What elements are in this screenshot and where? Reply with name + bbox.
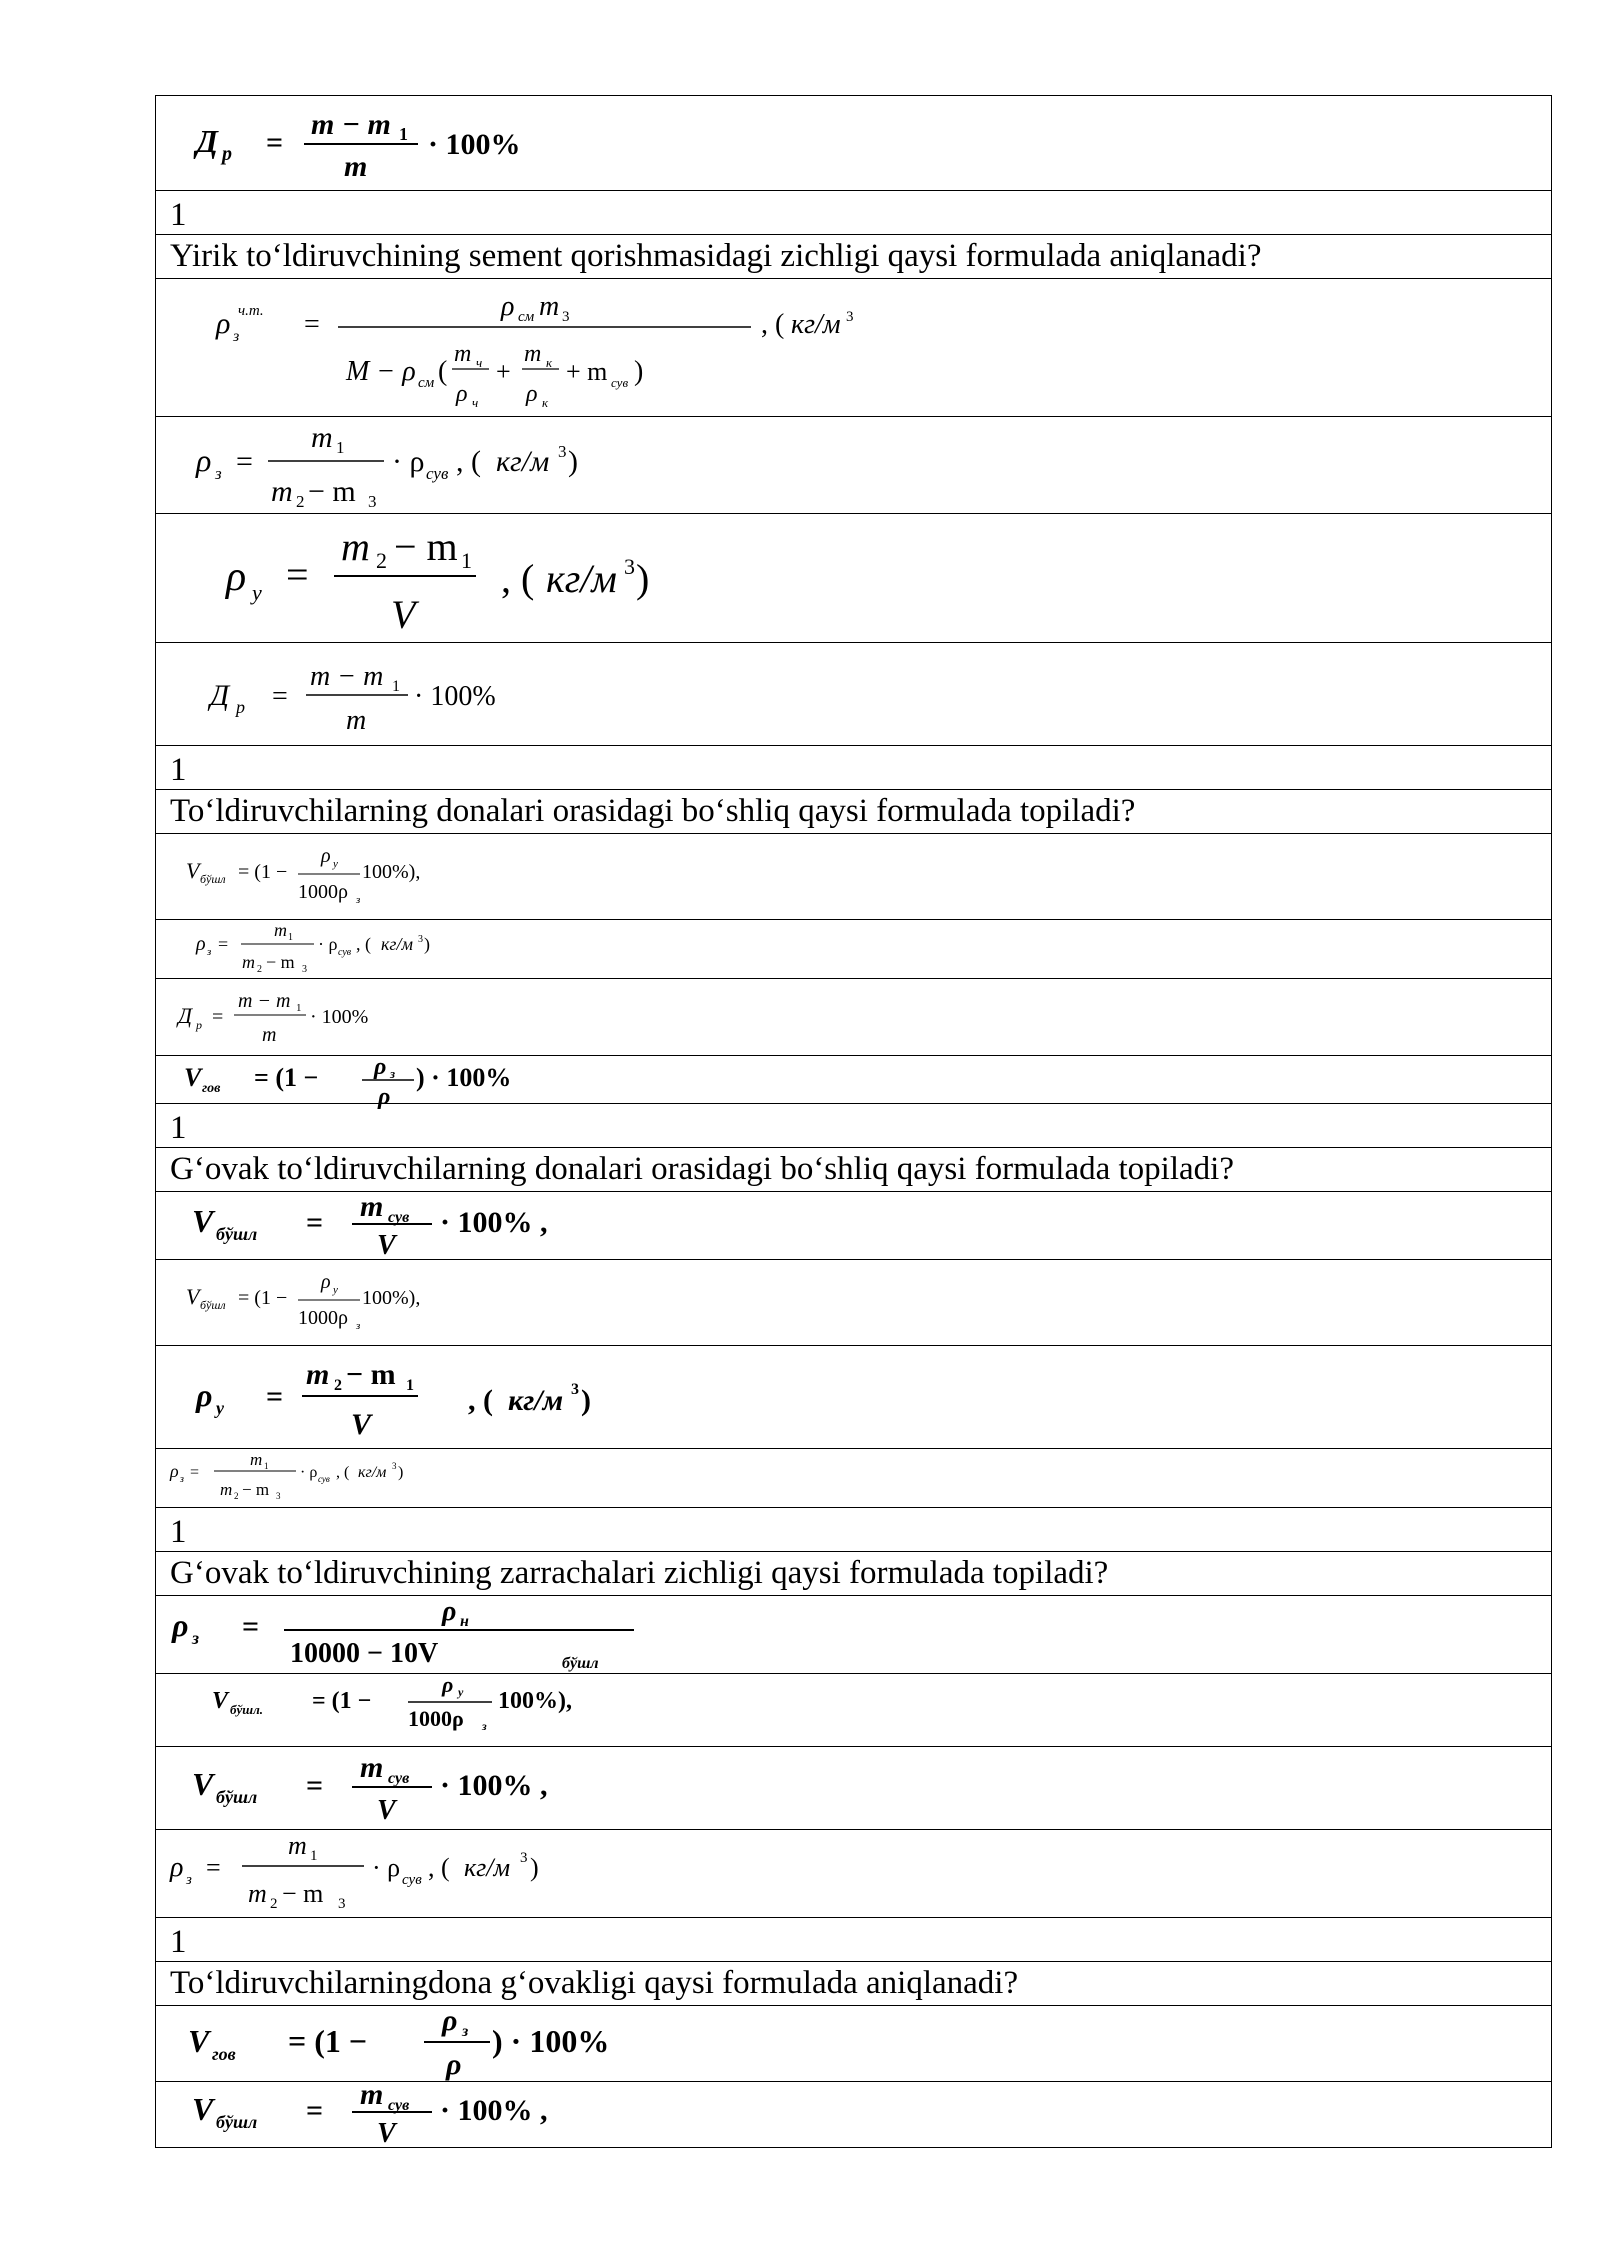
svg-text:− m: − m (282, 1879, 324, 1908)
formula-row (156, 1747, 1551, 1830)
svg-text:m − m: m − m (310, 661, 384, 692)
svg-text:V: V (391, 592, 416, 637)
question-text: To‘ldiruvchilarning donalari orasidagi bo‘shliq qaysi formulada topiladi? (170, 793, 1136, 829)
svg-text:m: m (524, 341, 542, 367)
svg-text:V: V (212, 1688, 229, 1714)
svg-text:3: 3 (418, 934, 423, 945)
svg-text:+: + (496, 357, 511, 386)
svg-text:бўшл: бўшл (200, 872, 226, 886)
formula-porosity-percent (178, 983, 478, 1053)
svg-text:к: к (542, 395, 549, 410)
svg-text:кг/м: кг/м (464, 1853, 511, 1882)
svg-text:1000ρ: 1000ρ (298, 881, 348, 903)
svg-text:сув: сув (318, 1474, 330, 1484)
svg-text:3: 3 (562, 309, 570, 325)
svg-text:m − m: m − m (238, 990, 291, 1012)
svg-text:m: m (346, 705, 367, 736)
svg-text:сув: сув (388, 1209, 410, 1226)
svg-text:з: з (207, 946, 212, 958)
svg-text:=: = (306, 1206, 324, 1239)
svg-text:ρ: ρ (226, 554, 247, 600)
svg-text:− m: − m (346, 1358, 396, 1391)
svg-text:ч: ч (472, 395, 479, 410)
svg-text:ρ: ρ (170, 1461, 179, 1481)
svg-text:сув: сув (388, 1770, 410, 1787)
svg-text:Д: Д (196, 123, 218, 159)
formula-grain-density (170, 1831, 630, 1916)
svg-text:= (1 −: = (1 − (254, 1063, 319, 1092)
answer-number: 1 (170, 1110, 187, 1146)
svg-text:m: m (274, 920, 287, 940)
svg-text:у: у (333, 1284, 338, 1296)
svg-text:3: 3 (338, 1896, 346, 1912)
question-text: To‘ldiruvchilarningdona g‘ovakligi qaysi formulada aniqlanadi? (170, 1965, 1019, 2001)
svg-text:бўшл.: бўшл. (230, 1702, 264, 1717)
svg-text:, (: , ( (501, 556, 535, 601)
svg-text:2: 2 (270, 1896, 278, 1912)
formula-row (156, 96, 1551, 191)
svg-text:m: m (271, 475, 293, 508)
formula-row (156, 1596, 1551, 1674)
svg-text:ρ: ρ (378, 1084, 391, 1110)
question-row (156, 790, 1551, 834)
svg-text:ρ: ρ (170, 1852, 184, 1883)
svg-text:кг/м: кг/м (358, 1464, 387, 1481)
svg-text:гов: гов (212, 2044, 236, 2064)
svg-text:бўшл: бўшл (216, 2112, 258, 2132)
svg-text:ρ: ρ (456, 381, 468, 407)
svg-text:р: р (236, 697, 245, 717)
svg-text:ρ: ρ (526, 381, 538, 407)
svg-text:m: m (288, 1831, 307, 1860)
formula-void-ratio (186, 838, 546, 918)
formula-bulk-density (196, 1354, 696, 1444)
formula-grain-porosity (188, 2004, 708, 2081)
svg-text:, (: , ( (456, 445, 481, 478)
svg-text:ρ: ρ (321, 845, 331, 867)
formula-row (156, 643, 1551, 746)
svg-text:, (: , ( (428, 1853, 450, 1882)
svg-text:, (: , ( (336, 1464, 350, 1481)
svg-text:=: = (306, 2094, 324, 2127)
svg-text:= (1 −: = (1 − (288, 2023, 368, 2059)
svg-text:, (: , ( (761, 309, 785, 340)
svg-text:бўшл: бўшл (216, 1224, 258, 1244)
svg-text:· ρ: · ρ (372, 1853, 401, 1882)
formula-row (156, 1449, 1551, 1508)
formula-row (156, 1830, 1551, 1918)
svg-text:+ m: + m (566, 357, 608, 386)
svg-text:н: н (460, 1613, 469, 1630)
svg-text:1: 1 (296, 1002, 302, 1014)
svg-text:ч.т.: ч.т. (238, 303, 264, 319)
svg-text:): ) (568, 445, 578, 478)
svg-text:= (1 −: = (1 − (238, 1287, 288, 1309)
svg-text:): ) (424, 934, 430, 954)
svg-text:· ρ: · ρ (392, 445, 425, 478)
svg-text:=: = (306, 1769, 324, 1802)
svg-text:ч: ч (476, 355, 483, 370)
svg-text:=: = (236, 445, 253, 478)
svg-text:см: см (518, 309, 535, 325)
svg-text:2: 2 (334, 1377, 342, 1394)
formula-bulk-density (216, 520, 736, 640)
formula-void-ratio (212, 1672, 712, 1744)
svg-text:m: m (250, 1450, 263, 1469)
formula-porosity-percent (206, 653, 606, 739)
svg-text:ρ: ρ (321, 1271, 331, 1293)
svg-text:гов: гов (202, 1081, 221, 1096)
svg-text:у: у (216, 1398, 224, 1418)
formula-row (156, 1260, 1551, 1346)
svg-text:): ) (530, 1853, 539, 1882)
svg-text:ρ: ρ (374, 1054, 387, 1080)
svg-text:=: = (190, 1464, 200, 1481)
svg-text:V: V (186, 858, 200, 883)
svg-text:сув: сув (611, 375, 629, 390)
svg-text:3: 3 (520, 1850, 528, 1866)
svg-text:3: 3 (368, 492, 377, 511)
svg-text:у: у (333, 858, 338, 870)
svg-text:=: = (206, 1853, 221, 1882)
svg-text:· 100%: · 100% (414, 681, 496, 712)
svg-text:m: m (360, 1751, 384, 1784)
answer-sheet-table (155, 95, 1552, 2148)
svg-text:ρ: ρ (196, 933, 206, 955)
formula-void-by-water (192, 2078, 652, 2149)
svg-text:, (: , ( (468, 1384, 493, 1417)
formula-void-by-water (192, 1753, 652, 1827)
svg-text:бўшл: бўшл (562, 1655, 599, 1672)
svg-text:2: 2 (376, 548, 387, 573)
formula-void-ratio (186, 1264, 546, 1344)
svg-text:1: 1 (288, 932, 293, 943)
answer-number-row (156, 1508, 1551, 1552)
svg-text:ρ: ρ (196, 442, 212, 478)
svg-text:· ρ: · ρ (300, 1464, 318, 1481)
svg-text:1: 1 (392, 678, 400, 695)
svg-text:сув: сув (388, 2097, 410, 2114)
svg-text:кг/м: кг/м (381, 934, 413, 954)
svg-text:1: 1 (310, 1848, 318, 1864)
formula-row (156, 979, 1551, 1056)
svg-text:3: 3 (276, 1491, 281, 1501)
svg-text:· 100% ,: · 100% , (440, 1206, 548, 1239)
answer-number-row (156, 191, 1551, 235)
svg-text:m: m (360, 2078, 384, 2111)
svg-text:3: 3 (392, 1461, 397, 1471)
answer-number: 1 (170, 1924, 187, 1960)
svg-text:3: 3 (302, 964, 307, 975)
svg-text:m: m (242, 952, 255, 972)
svg-text:− m: − m (242, 1480, 270, 1499)
svg-text:кг/м: кг/м (496, 445, 550, 478)
svg-text:сув: сув (338, 947, 352, 958)
answer-number: 1 (170, 752, 187, 788)
formula-row (156, 2006, 1551, 2082)
svg-text:1: 1 (399, 124, 408, 144)
svg-text:кг/м: кг/м (546, 556, 617, 601)
svg-text:m: m (341, 524, 370, 569)
svg-text:3: 3 (846, 309, 854, 325)
svg-text:см: см (418, 375, 435, 391)
answer-number-row (156, 746, 1551, 790)
svg-text:· 100% ,: · 100% , (440, 1769, 548, 1802)
svg-text:з: з (482, 1719, 487, 1733)
question-text: G‘ovak to‘ldiruvchining zarrachalari zichligi qaysi formulada topiladi? (170, 1555, 1109, 1591)
svg-text:кг/м: кг/м (508, 1384, 564, 1417)
svg-text:з: з (180, 1474, 184, 1485)
svg-text:ρ: ρ (442, 1596, 457, 1627)
svg-text:m: m (248, 1879, 267, 1908)
svg-text:1: 1 (336, 438, 345, 457)
svg-text:ρ: ρ (442, 1672, 454, 1697)
svg-text:1000ρ: 1000ρ (298, 1307, 348, 1329)
svg-text:V: V (377, 1795, 396, 1826)
svg-text:=: = (218, 934, 229, 954)
formula-row (156, 2078, 1551, 2149)
svg-text:m: m (311, 421, 333, 454)
svg-text:· 100%: · 100% (310, 1006, 369, 1028)
answer-number-row (156, 1918, 1551, 1962)
svg-text:m: m (454, 341, 472, 367)
svg-text:з: з (186, 1872, 192, 1888)
svg-text:сув: сув (402, 1872, 422, 1888)
svg-text:бўшл: бўшл (216, 1787, 258, 1807)
question-row (156, 1962, 1551, 2006)
svg-text:) · 100%: ) · 100% (492, 2023, 610, 2059)
svg-text:1: 1 (264, 1461, 269, 1471)
svg-text:ρ: ρ (501, 291, 515, 322)
svg-text:V: V (186, 1284, 200, 1309)
svg-text:100%),: 100%), (362, 1287, 421, 1309)
svg-text:Д: Д (178, 1003, 192, 1028)
svg-text:): ) (398, 1464, 404, 1481)
svg-text:з: з (356, 1320, 361, 1332)
svg-text:ρ: ρ (442, 2004, 458, 2037)
svg-text:2: 2 (257, 964, 262, 975)
formula-grain-density (170, 1451, 510, 1507)
svg-text:V: V (351, 1408, 372, 1441)
svg-text:=: = (304, 309, 320, 340)
answer-number: 1 (170, 1514, 187, 1550)
svg-text:1000ρ: 1000ρ (408, 1706, 464, 1731)
svg-text:бўшл: бўшл (200, 1298, 226, 1312)
svg-text:): ) (581, 1384, 591, 1417)
svg-text:=: = (266, 126, 284, 159)
svg-text:з: з (356, 894, 361, 906)
formula-void-by-water (192, 1190, 652, 1261)
svg-text:з: з (233, 328, 240, 345)
svg-text:у: у (458, 1685, 464, 1699)
formula-porosity-percent (186, 104, 606, 184)
svg-text:V: V (192, 2091, 214, 2127)
svg-text:з: з (215, 464, 222, 483)
svg-text:V: V (184, 1063, 202, 1092)
svg-text:3: 3 (571, 1381, 579, 1398)
svg-text:V: V (188, 2023, 210, 2059)
svg-text:3: 3 (558, 442, 567, 461)
formula-row (156, 834, 1551, 920)
svg-text:1: 1 (461, 548, 472, 573)
formula-grain-porosity (184, 1054, 584, 1110)
question-row (156, 235, 1551, 279)
svg-text:· 100% ,: · 100% , (440, 2094, 548, 2127)
svg-text:=: = (242, 1610, 260, 1643)
svg-text:з: з (462, 2023, 469, 2040)
svg-text:100%),: 100%), (362, 861, 421, 883)
question-row (156, 1552, 1551, 1596)
formula-density-in-cement-mortar (206, 285, 854, 413)
svg-text:р: р (196, 1018, 202, 1032)
question-text: Yirik to‘ldiruvchining sement qorishmasidagi zichligi qaysi formulada aniqlanadi? (170, 238, 1262, 274)
svg-text:M − ρ: M − ρ (346, 356, 416, 387)
svg-text:ρ: ρ (172, 1607, 189, 1643)
svg-text:· 100%: · 100% (428, 128, 521, 161)
svg-text:− m: − m (394, 524, 458, 569)
answer-number: 1 (170, 197, 187, 233)
svg-text:10000 − 10V: 10000 − 10V (290, 1638, 439, 1669)
formula-row (156, 1192, 1551, 1260)
formula-row (156, 1054, 1551, 1110)
formula-grain-density (196, 922, 556, 978)
svg-text:100%),: 100%), (498, 1688, 572, 1714)
svg-text:Д: Д (210, 679, 230, 712)
formula-row (156, 920, 1551, 979)
svg-text:− m: − m (308, 475, 356, 508)
svg-text:V: V (192, 1766, 214, 1802)
formula-grain-density (196, 421, 696, 511)
question-text: G‘ovak to‘ldiruvchilarning donalari orasidagi bo‘shliq qaysi formulada topiladi? (170, 1151, 1234, 1187)
svg-text:у: у (252, 580, 262, 605)
svg-text:(: ( (438, 356, 448, 387)
svg-text:, (: , ( (356, 934, 371, 954)
svg-text:): ) (634, 356, 644, 387)
svg-text:3: 3 (624, 554, 635, 579)
formula-row (156, 417, 1551, 514)
svg-text:сув: сув (426, 464, 449, 483)
svg-text:2: 2 (234, 1491, 239, 1501)
svg-text:V: V (377, 1230, 396, 1261)
svg-text:=: = (266, 1380, 284, 1413)
svg-text:=: = (272, 681, 288, 712)
svg-text:· ρ: · ρ (318, 934, 338, 954)
svg-text:): ) (636, 556, 650, 601)
svg-text:m: m (539, 291, 560, 322)
formula-row (156, 514, 1551, 643)
svg-text:m: m (360, 1190, 384, 1223)
svg-text:m: m (262, 1024, 277, 1046)
svg-text:V: V (377, 2118, 396, 2149)
svg-text:m: m (344, 150, 368, 183)
svg-text:= (1 −: = (1 − (238, 861, 288, 883)
svg-text:з: з (192, 1628, 200, 1648)
svg-text:) · 100%: ) · 100% (416, 1063, 512, 1092)
svg-text:з: з (390, 1066, 396, 1081)
svg-text:m: m (306, 1358, 330, 1391)
question-row (156, 1148, 1551, 1192)
svg-text:V: V (192, 1203, 214, 1239)
formula-grain-density-from-voids (172, 1598, 672, 1672)
svg-text:кг/м: кг/м (791, 309, 841, 340)
svg-text:р: р (222, 143, 232, 165)
formula-row (156, 1346, 1551, 1449)
svg-text:2: 2 (296, 492, 305, 511)
svg-text:m: m (220, 1480, 233, 1499)
svg-text:ρ: ρ (446, 2048, 462, 2081)
svg-text:к: к (546, 355, 553, 370)
svg-text:ρ: ρ (216, 307, 231, 340)
svg-text:= (1 −: = (1 − (312, 1688, 372, 1714)
svg-text:ρ: ρ (196, 1377, 213, 1413)
svg-text:=: = (286, 552, 309, 597)
formula-row (156, 1674, 1551, 1747)
svg-text:− m: − m (266, 952, 295, 972)
svg-text:=: = (212, 1006, 224, 1028)
formula-row (156, 279, 1551, 417)
svg-text:m − m: m − m (311, 108, 391, 141)
answer-number-row (156, 1104, 1551, 1148)
svg-text:1: 1 (406, 1377, 414, 1394)
